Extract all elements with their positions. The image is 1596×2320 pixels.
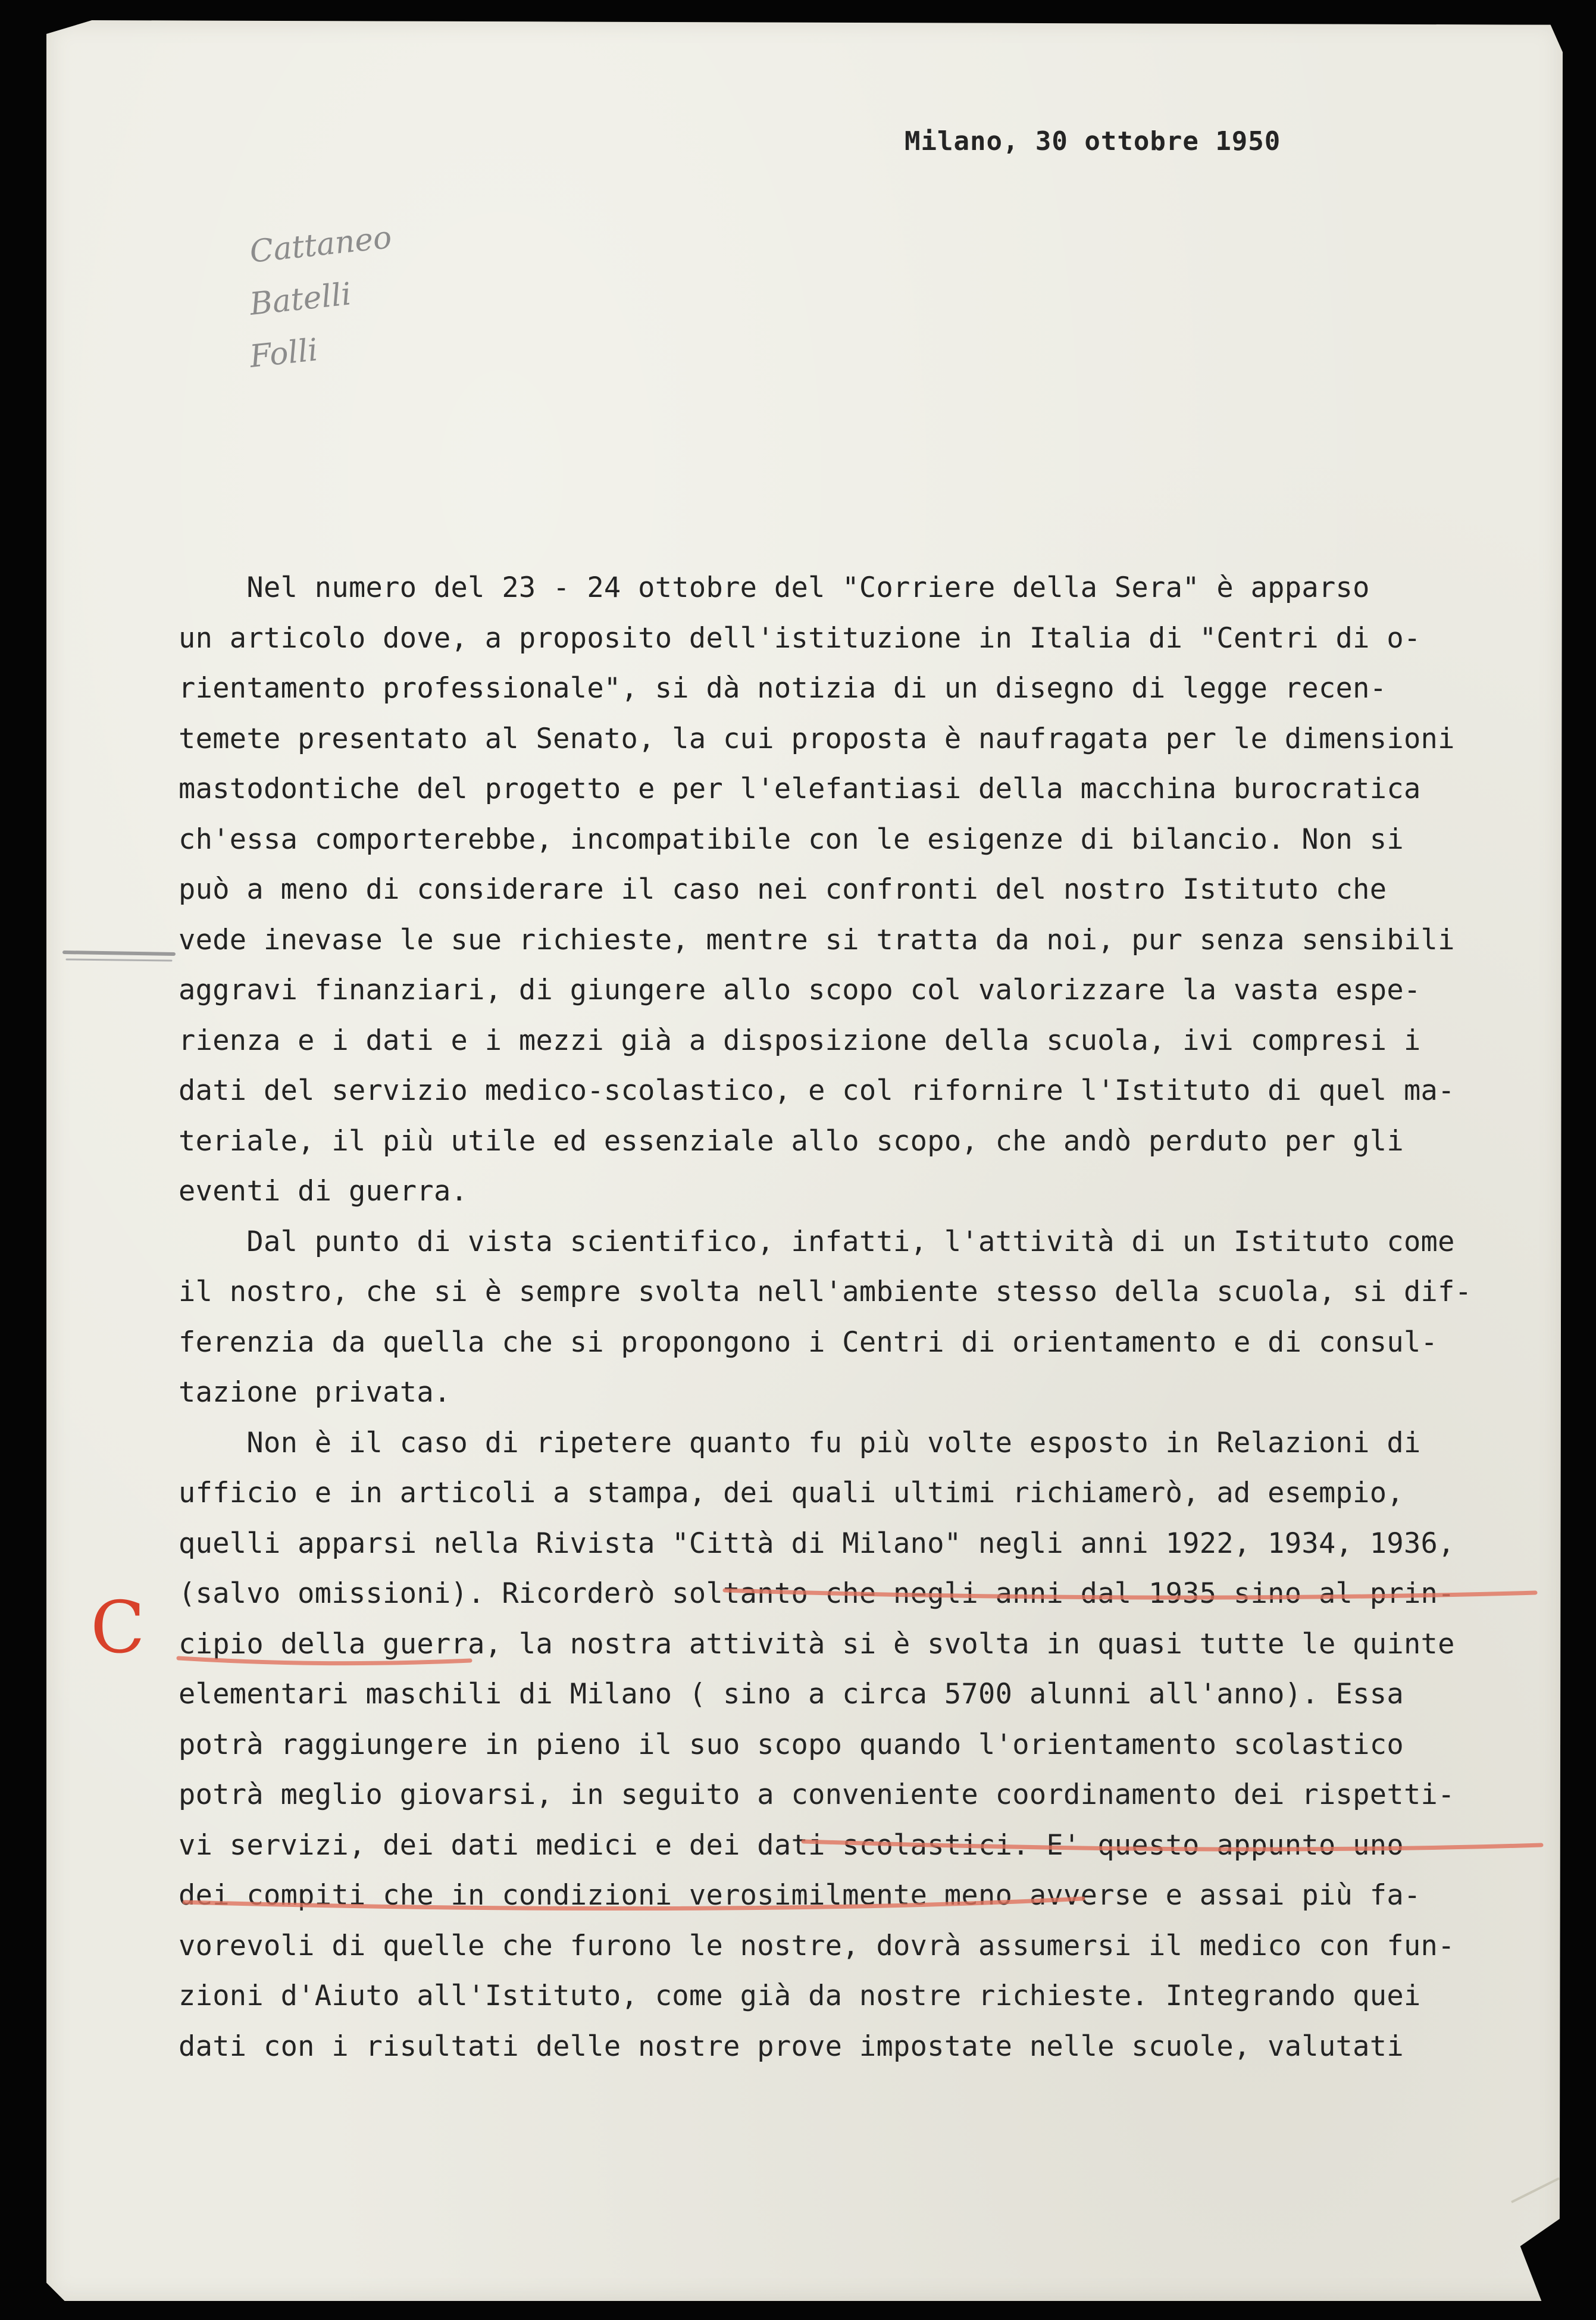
body-line: rienza e i dati e i mezzi già a disposizione della scuola, ivi compresi i	[179, 1024, 1421, 1057]
body-line: il nostro, che si è sempre svolta nell'ambiente stesso della scuola, si dif-	[179, 1275, 1472, 1308]
body-line: Nel numero del 23 - 24 ottobre del "Corriere della Sera" è apparso	[179, 571, 1370, 604]
body-line: teriale, il più utile ed essenziale allo scopo, che andò perduto per gli	[179, 1124, 1404, 1158]
handwritten-name: Folli	[248, 332, 320, 375]
body-line: zioni d'Aiuto all'Istituto, come già da nostre richieste. Integrando quei	[179, 1980, 1421, 2012]
body-line: ch'essa comporterebbe, incompatibile con le esigenze di bilancio. Non si	[179, 823, 1404, 856]
body-line: Dal punto di vista scientifico, infatti, l'attività di un Istituto come	[179, 1225, 1455, 1258]
body-line: aggravi finanziari, di giungere allo scopo col valorizzare la vasta espe-	[179, 974, 1421, 1006]
letter-date: Milano, 30 ottobre 1950	[905, 126, 1281, 157]
body-line: rientamento professionale", si dà notizia di un disegno di legge recen-	[179, 672, 1387, 705]
body-line: un articolo dove, a proposito dell'istituzione in Italia di "Centri di o-	[179, 621, 1421, 655]
red-margin-mark: C	[90, 1587, 145, 1669]
paper-crease	[1511, 2178, 1559, 2202]
body-line: cipio della guerra, la nostra attività si è svolta in quasi tutte le quinte	[179, 1627, 1455, 1661]
body-line: dati del servizio medico-scolastico, e col rifornire l'Istituto di quel ma-	[179, 1074, 1455, 1107]
pencil-margin-dash	[67, 959, 171, 961]
red-underline	[725, 1590, 1535, 1597]
body-line: potrà meglio giovarsi, in seguito a conveniente coordinamento dei rispetti-	[179, 1778, 1455, 1811]
body-line: tazione privata.	[179, 1376, 451, 1409]
pencil-margin-dash	[64, 952, 174, 954]
body-line: vorevoli di quelle che furono le nostre, dovrà assumersi il medico con fun-	[179, 1929, 1455, 1962]
body-line: mastodontiche del progetto e per l'elefantiasi della macchina burocratica	[179, 773, 1421, 805]
body-line: ufficio e in articoli a stampa, dei quali ultimi richiamerò, ad esempio,	[179, 1477, 1404, 1509]
body-line: elementari maschili di Milano ( sino a circa 5700 alunni all'anno). Essa	[179, 1678, 1404, 1711]
red-underline	[179, 1658, 470, 1664]
body-line: (salvo omissioni). Ricorderò soltanto che negli anni dal 1935 sino al prin-	[179, 1577, 1455, 1610]
body-line: quelli apparsi nella Rivista "Città di Milano" negli anni 1922, 1934, 1936,	[179, 1527, 1455, 1560]
body-line: Non è il caso di ripetere quanto fu più volte esposto in Relazioni di	[179, 1426, 1421, 1459]
body-line: eventi di guerra.	[179, 1175, 468, 1208]
body-line: dei compiti che in condizioni verosimilmente meno avverse e assai più fa-	[179, 1879, 1421, 1912]
handwritten-name: Batelli	[248, 276, 353, 323]
handwritten-name: Cattaneo	[248, 220, 393, 270]
body-line: vede inevase le sue richieste, mentre si tratta da noi, pur senza sensibili	[179, 923, 1455, 956]
body-line: temete presentato al Senato, la cui proposta è naufragata per le dimensioni	[179, 722, 1455, 755]
red-underline	[184, 1899, 1083, 1909]
body-line: dati con i risultati delle nostre prove impostate nelle scuole, valutati	[179, 2030, 1404, 2063]
body-line: vi servizi, dei dati medici e dei dati scolastici. E' questo appunto uno	[179, 1828, 1404, 1862]
body-line: potrà raggiungere in pieno il suo scopo quando l'orientamento scolastico	[179, 1728, 1404, 1761]
body-line: ferenzia da quella che si propongono i Centri di orientamento e di consul-	[179, 1325, 1438, 1359]
red-underline	[803, 1841, 1541, 1849]
body-line: può a meno di considerare il caso nei confronti del nostro Istituto che	[179, 873, 1387, 906]
